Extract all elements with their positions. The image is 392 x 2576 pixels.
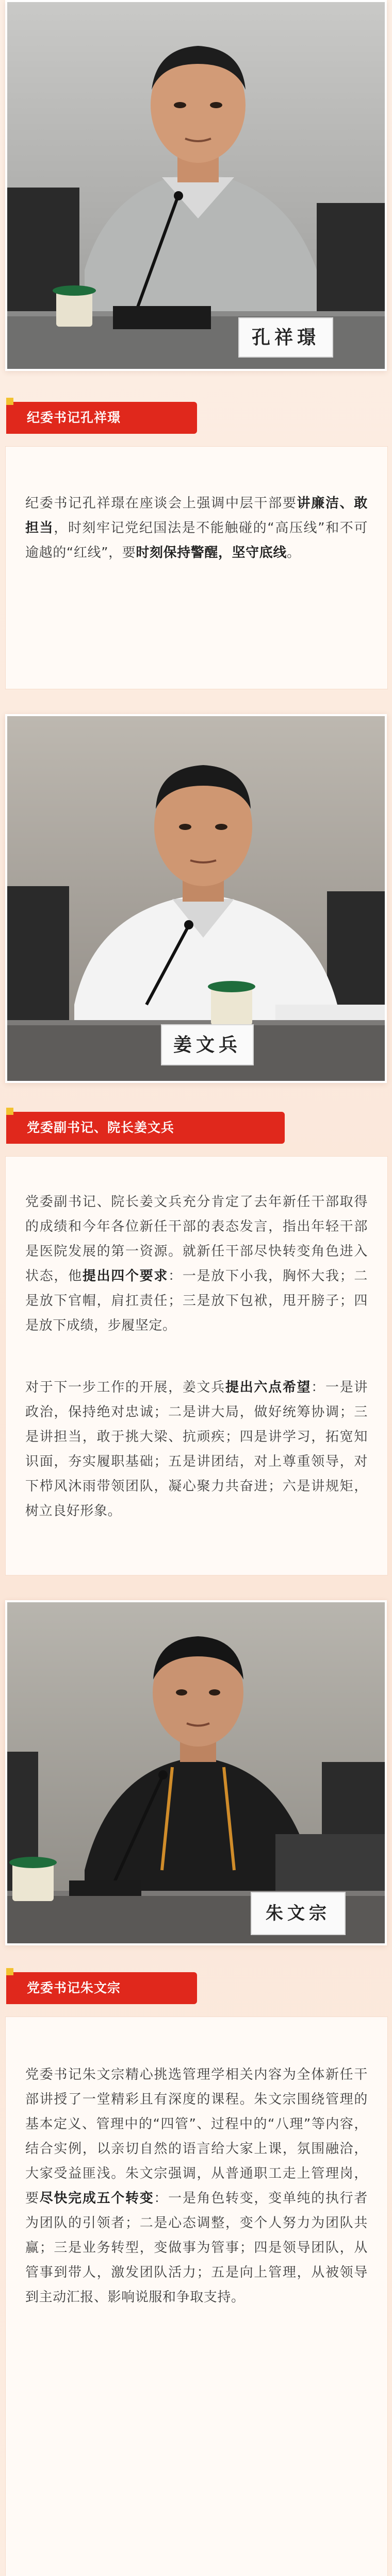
banner-text: 纪委书记孔祥璟 bbox=[27, 410, 121, 425]
banner-corner-accent bbox=[6, 1968, 13, 1975]
banner-text: 党委副书记、院长姜文兵 bbox=[27, 1120, 175, 1135]
photo-card-zhu bbox=[5, 1600, 387, 1945]
body-text: 对于下一步工作的开展，姜文兵 bbox=[25, 1380, 225, 1395]
body-text: ：一是角色转变，变单纯的执行者为团队的引领者；二是心态调整，变个人努力为团队共赢；三是业务转型，变做事为管事；四是领导团队，从管事到带人，激发团队活力；五是向上管理，从被领导到主动汇报、影响说服和争取支持。 bbox=[25, 2191, 368, 2305]
text-panel-zhu bbox=[5, 2016, 388, 2576]
nameplate-kong: 孔祥璟 bbox=[238, 317, 333, 358]
banner-corner-accent bbox=[6, 398, 13, 405]
body-text: 。 bbox=[286, 545, 301, 561]
text-panel-kong bbox=[5, 446, 388, 689]
emphasis-text: 提出六点希望 bbox=[225, 1380, 312, 1395]
paragraph-jiang-hopes bbox=[25, 1375, 368, 1523]
body-text: ：一是放下小我，胸怀大我；二是放下官帽，肩扛责任；三是放下包袱，甩开膀子；四是放下成绩，步履坚定。 bbox=[25, 1268, 368, 1333]
portrait-photo-kong bbox=[7, 2, 385, 369]
emphasis-text: 时刻保持警醒，坚守底线 bbox=[136, 545, 287, 561]
text-panel-jiang bbox=[5, 1156, 388, 1575]
emphasis-text: 讲廉洁、敢担当 bbox=[25, 496, 368, 536]
portrait-image-kong bbox=[7, 2, 385, 369]
body-text: ，时刻牢记党纪国法是不能触碰的“高压线”和不可逾越的“红线”，要 bbox=[25, 520, 368, 561]
photo-card-kong bbox=[5, 0, 387, 371]
paragraph-kong bbox=[25, 491, 368, 565]
body-text: 党委副书记、院长姜文兵充分肯定了去年新任干部取得的成绩和今年各位新任干部的表态发言，指出年轻干部是医院发展的第一资源。就新任干部尽快转变角色进入状态，他 bbox=[25, 1194, 368, 1284]
banner-corner-accent bbox=[6, 1108, 13, 1115]
emphasis-text: 提出四个要求 bbox=[82, 1268, 169, 1284]
emphasis-text: 尽快完成五个转变 bbox=[39, 2191, 154, 2206]
body-text: 党委书记朱文宗精心挑选管理学相关内容为全体新任干部讲授了一堂精彩且有深度的课程。朱文宗围绕管理的基本定义、管理中的“四管”、过程中的“八理”等内容，结合实例，以亲切自然的语言给大家上课，氛围融洽，大家受益匪浅。朱文宗强调，从普通职工走上管理岗，要 bbox=[25, 2067, 368, 2206]
nameplate-jiang: 姜文兵 bbox=[161, 1024, 254, 1065]
nameplate-zhu: 朱文宗 bbox=[251, 1892, 346, 1935]
body-text: 纪委书记孔祥璟在座谈会上强调中层干部要 bbox=[25, 496, 297, 511]
portrait-photo-jiang bbox=[7, 716, 385, 1081]
portrait-photo-zhu bbox=[7, 1602, 385, 1943]
body-text: ：一是讲政治，保持绝对忠诚；二是讲大局，做好统筹协调；三是讲担当，敢于挑大梁、抗顽疾；四是讲学习，拓宽知识面，夯实履职基础；五是讲团结，对上尊重领导，对下栉风沐雨带领团队，凝心聚力共奋进；六是讲规矩，树立良好形象。 bbox=[25, 1380, 368, 1519]
paragraph-jiang-requirements bbox=[25, 1190, 368, 1338]
paragraph-zhu bbox=[25, 2062, 368, 2310]
banner-text: 党委书记朱文宗 bbox=[27, 1980, 121, 1995]
photo-card-jiang bbox=[5, 714, 387, 1083]
